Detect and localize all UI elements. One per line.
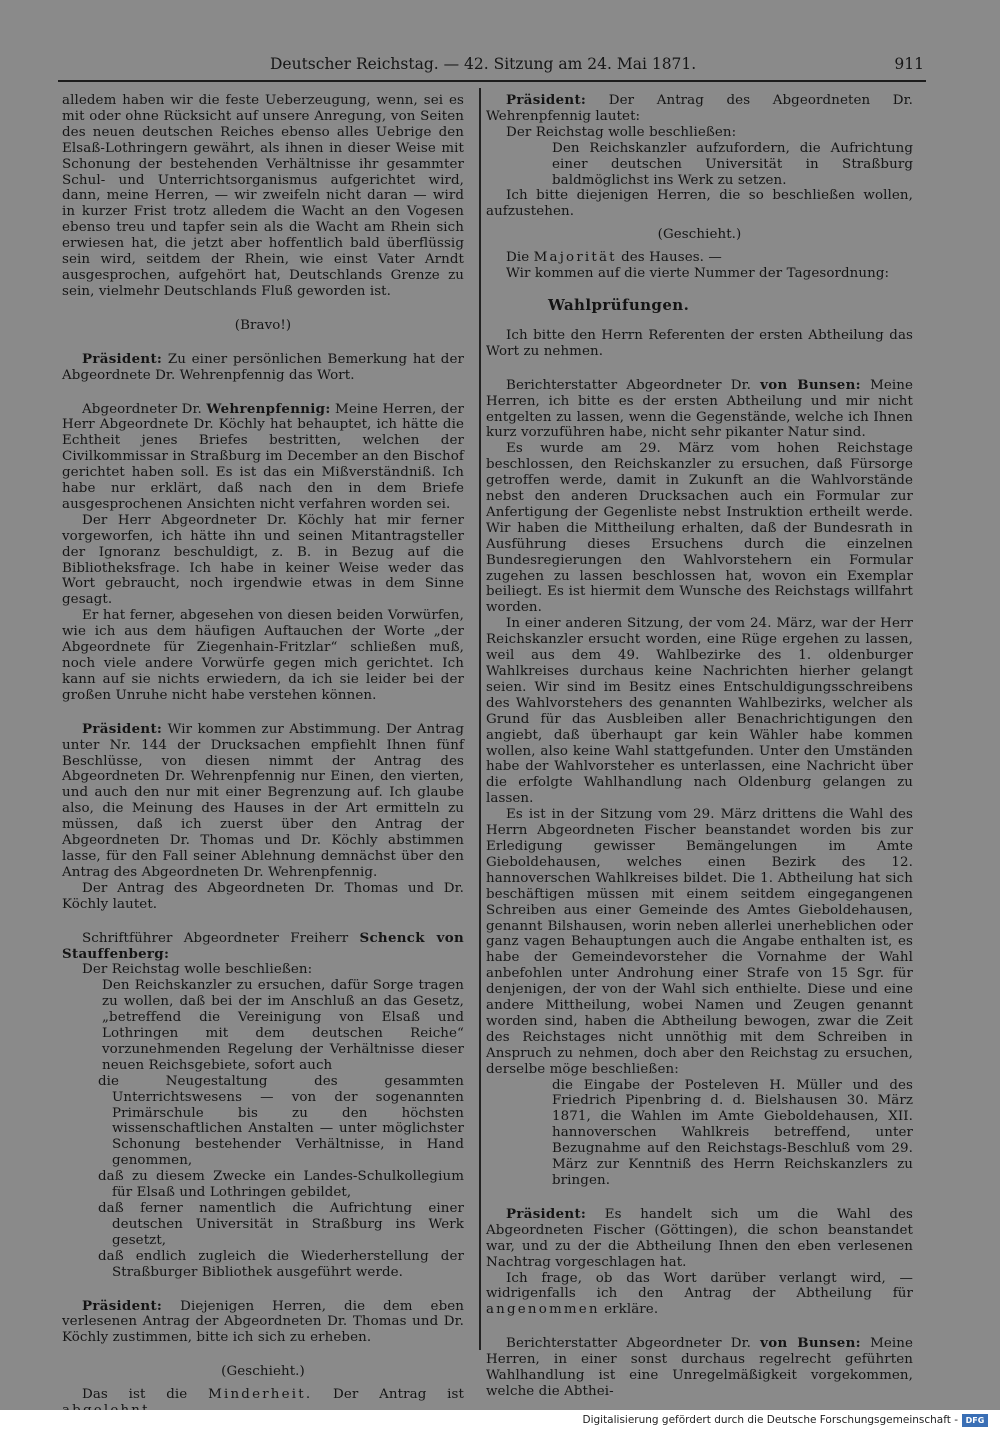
paragraph: Präsident: Es handelt sich um die Wahl des Abgeordneten Fischer (Göttingen), die schon beanstandet war, und zu der die Abtheilung Ihnen den eben verlesenen Nachtrag vorgeschlagen hat. (486, 1205, 913, 1270)
motion-text: daß endlich zugleich die Wiederherstellung der Straßburger Bibliothek ausgeführt werde. (98, 1248, 464, 1280)
speaker-name: von Bunsen: (760, 376, 861, 393)
paragraph: Der Antrag des Abgeordneten Dr. Thomas und Dr. Köchly lautet. (62, 880, 464, 912)
paragraph: Schriftführer Abgeordneter Freiherr Schenck von Stauffenberg: (62, 929, 464, 962)
motion-intro: Der Reichstag wolle beschließen: (506, 124, 737, 140)
motion-intro: Der Reichstag wolle beschließen: (82, 962, 313, 978)
left-column (62, 93, 464, 1419)
paragraph: Die Majorität des Hauses. — (506, 250, 722, 266)
paragraph: Der Herr Abgeordneter Dr. Köchly hat mir ferner vorgeworfen, ich hätte ihn und seinen Mitantragsteller der Ignoranz beschuldigt, z. B. in Bezug auf die Bibliotheksfrage. Ich habe in keiner Weise weder das Wort gebraucht, noch irgendwie etwas in dem Sinne gesagt. (62, 512, 464, 608)
paragraph: Präsident: Wir kommen zur Abstimmung. Der Antrag unter Nr. 144 der Drucksachen empfiehlt Ihnen fünf Beschlüsse, von diesen nimmt der Antrag des Abgeordneten Dr. Wehrenpfennig nur Einen, den vierten, und auch den nur mit einer Begrenzung auf. Ich glaube also, die Meinung des Hauses in der Art ermitteln zu müssen, daß ich zuerst über den Antrag der Abgeordneten Dr. Thomas und Dr. Köchly abstimmen lasse, für den Fall seiner Ablehnung demnächst über den Antrag des Abgeordneten Dr. Wehrenpfennig. (62, 720, 464, 880)
speaker-name: Präsident: (506, 1205, 587, 1222)
paragraph: Es wurde am 29. März vom hohen Reichstage beschlossen, den Reichskanzler zu ersuchen, daß Fürsorge getroffen werde, damit in Zukunft an die Wahlvorstände nebst den anderen Drucksachen auch ein Formular zur Anfertigung der Gegenliste nebst Instruktion ertheilt werde. Wir haben die Mittheilung erhalten, daß der Bundesrath in Ausführung dieses Ersuchens durch die einzelnen Bundesregierungen den Wahlvorstehern ein Formular zugehen zu lassen beschlossen hat, wovon ein Exemplar beiliegt. Es ist hiermit dem Wunsche des Reichstags willfahrt worden. (486, 441, 913, 616)
speaker-name: Präsident: (82, 1297, 163, 1314)
speaker-name: Präsident: (82, 720, 163, 737)
paragraph: Ich bitte diejenigen Herren, die so beschließen wollen, aufzustehen. (486, 188, 913, 220)
paragraph: Berichterstatter Abgeordneter Dr. von Bunsen: Meine Herren, ich bitte es der ersten Abtheilung und mir nicht entgelten zu lassen, wenn die Gegenstände, welche ich Ihnen kurz vorzuführen habe, nicht sehr pikanter Natur sind. (486, 376, 914, 441)
page-number: 911 (894, 55, 924, 73)
page-header (0, 55, 1000, 81)
speaker-name: von Bunsen: (760, 1335, 861, 1352)
paragraph: Er hat ferner, abgesehen von diesen beiden Vorwürfen, wie ich aus dem häufigen Auftauchen der Worte „der Abgeordnete für Ziegenhain-Fritzlar“ schließen muß, noch viele andere Vorwürfe gegen mich gerichtet. Ich kann auf sie nichts erwiedern, da ich sie leider bei der großen Unruhe nicht habe verstehen können. (62, 608, 464, 703)
motion-text: daß zu diesem Zwecke ein Landes-Schulkollegium für Elsaß und Lothringen gebildet, (98, 1169, 464, 1201)
paragraph: Präsident: Diejenigen Herren, die dem eben verlesenen Antrag der Abgeordneten Dr. Thomas und Dr. Köchly zustimmen, bitte ich sich zu erheben. (62, 1297, 464, 1346)
paragraph: Präsident: Zu einer persönlichen Bemerkung hat der Abgeordnete Dr. Wehrenpfennig das Wort. (62, 350, 464, 383)
motion-text: daß ferner namentlich die Aufrichtung einer deutschen Universität in Straßburg ins Werk gesetzt, (98, 1201, 464, 1248)
running-title: Deutscher Reichstag. — 42. Sitzung am 24. Mai 1871. (270, 55, 697, 73)
paragraph: Präsident: Der Antrag des Abgeordneten Dr. Wehrenpfennig lautet: (486, 92, 913, 124)
right-column (486, 93, 913, 1400)
section-heading: Wahlprüfungen. (548, 295, 690, 314)
paragraph: In einer anderen Sitzung, der vom 24. März, war der Herr Reichskanzler ersucht worden, eine Rüge ergehen zu lassen, weil aus dem 49. Wahlbezirke des 1. oldenburger Wahlkreises durchaus keine Nachrichten hierher gelangt seien. Wir sind im Besitz eines Entschuldigungsschreibens des Wahlvorstehers des genannten Wahlbezirks, welcher als Grund für das Ausbleiben aller Benachrichtigungen den angiebt, daß überhaupt gar kein Wähler habe kommen wollen, also keine Wahl stattgefunden. Unter den Umständen habe der Wahlvorsteher es unterlassen, eine Nachricht über die erfolgte Wahlhandlung nach Oldenburg gelangen zu lassen. (486, 616, 913, 807)
stage-direction: (Geschieht.) (221, 1364, 305, 1380)
stage-direction: (Bravo!) (234, 317, 292, 333)
speaker-name: Wehrenpfennig: (206, 400, 331, 417)
speaker-name: Schenck von Stauffenberg: (62, 929, 464, 962)
paragraph: Abgeordneter Dr. Wehrenpfennig: Meine Herren, der Herr Abgeordnete Dr. Köchly hat behauptet, ich hätte die Echtheit jenes Briefes bestritten, welchen der Civilkommissar in Straßburg im December an den Bischof gerichtet haben soll. Es ist das ein Mißverständniß. Ich habe nur erklärt, daß nach den in dem Briefe ausgesprochenen Ansichten nicht verfahren worden sei. (62, 400, 464, 512)
header-rule (58, 80, 926, 82)
dfg-logo: DFG (962, 1414, 988, 1427)
paragraph: alledem haben wir die feste Ueberzeugung, wenn, sei es mit oder ohne Rücksicht auf unsere Anregung, von Seiten des neuen deutschen Reiches ebenso alles Uebrige den Elsaß-Lothringern gewährt, als ihnen in dieser Weise mit Schonung der bestehenden Verhältnisse ihr gesammter Schul- und Unterrichtsorganismus aufgerichtet wird, dann, meine Herren, — wir zweifeln nicht daran — wird in kurzer Frist trotz alledem die Wacht an den Vogesen ebenso treu und tapfer sein als die Wacht am Rhein sich erwiesen hat, die jetzt aber hoffentlich bald überflüssig sein wird, seitdem der Rhein, wie einst Vater Arndt ausgesprochen, aufgehört hat, Deutschlands Grenze zu sein, vielmehr Deutschlands Fluß geworden ist. (62, 93, 464, 299)
motion-text: Den Reichskanzler zu ersuchen, dafür Sorge tragen zu wollen, daß bei der im Anschluß an das Gesetz, „betreffend die Vereinigung von Elsaß und Lothringen mit dem deutschen Reiche“ vorzunehmenden Regelung der Verhältnisse dieser neuen Reichsgebiete, sofort auch (102, 978, 464, 1073)
column-divider (479, 88, 481, 1350)
speaker-name: Präsident: (506, 92, 587, 108)
paragraph: Berichterstatter Abgeordneter Dr. von Bunsen: Meine Herren, in einer sonst durchaus regelrecht geführten Wahlhandlung ist eine Unregelmäßigkeit vorgekommen, welche die Abthei- (486, 1335, 914, 1399)
stage-direction: (Geschieht.) (657, 227, 742, 243)
paragraph: Ich bitte den Herrn Referenten der ersten Abtheilung das Wort zu nehmen. (486, 327, 913, 359)
paragraph: Das ist die Minderheit. Der Antrag ist (82, 1387, 464, 1403)
funding-credit: Digitalisierung gefördert durch die Deutsche Forschungsgemeinschaft - (582, 1414, 958, 1426)
motion-text: Den Reichskanzler aufzufordern, die Aufrichtung einer deutschen Universität in Straßburg baldmöglichst ins Werk zu setzen. (552, 140, 913, 188)
paragraph: Ich frage, ob das Wort darüber verlangt wird, — widrigenfalls ich den Antrag der Abtheilung für angenommen erkläre. (486, 1270, 913, 1318)
motion-text: die Eingabe der Posteleven H. Müller und des Friedrich Pipenbring d. d. Bielshausen 30. März 1871, die Wahlen im Amte Gieboldehausen, XII. hannoverschen Wahlkreis betreffend, unter Bezugnahme auf den Reichstags-Beschluß vom 29. März zur Kenntniß des Herrn Reichskanzlers zu bringen. (552, 1077, 913, 1188)
speaker-name: Präsident: (82, 350, 163, 367)
footer-bar (0, 1410, 1000, 1432)
paragraph: Es ist in der Sitzung vom 29. März drittens die Wahl des Herrn Abgeordneten Fischer beanstandet worden bis zur Erledigung gewisser Bemängelungen im Amte Gieboldehausen, welches einen Bezirk des 12. hannoverschen Wahlkreises bildet. Die 1. Abtheilung hat sich beschäftigen müssen mit einem seitdem eingegangenen Schreiben aus einer Gemeinde des Amtes Gieboldehausen, genannt Bilshausen, worin neben allerlei unerheblichen oder ganz vagen Behauptungen auch die Angabe enthalten ist, es habe der Gemeindevorsteher die Vornahme der Wahl anbefohlen unter Androhung einer Strafe von 15 Sgr. für denjenigen, der von der Wahl sich enthielte. Diese und eine andere Mittheilung, wobei Namen und Zeugen genannt worden sind, haben die Abtheilung bewogen, zwar die Zeit des Reichstages nicht unnöthig mit dem Schreiben in Anspruch zu nehmen, doch aber den Reichstag zu ersuchen, derselbe möge beschließen: (486, 807, 913, 1077)
motion-text: die Neugestaltung des gesammten Unterrichtswesens — von der sogenannten Primärschule bis zu den höchsten wissenschaftlichen Anstalten — unter möglichster Schonung bestehender Verhältnisse, in Hand genommen, (98, 1073, 464, 1169)
paragraph: Wir kommen auf die vierte Nummer der Tagesordnung: (506, 266, 890, 282)
